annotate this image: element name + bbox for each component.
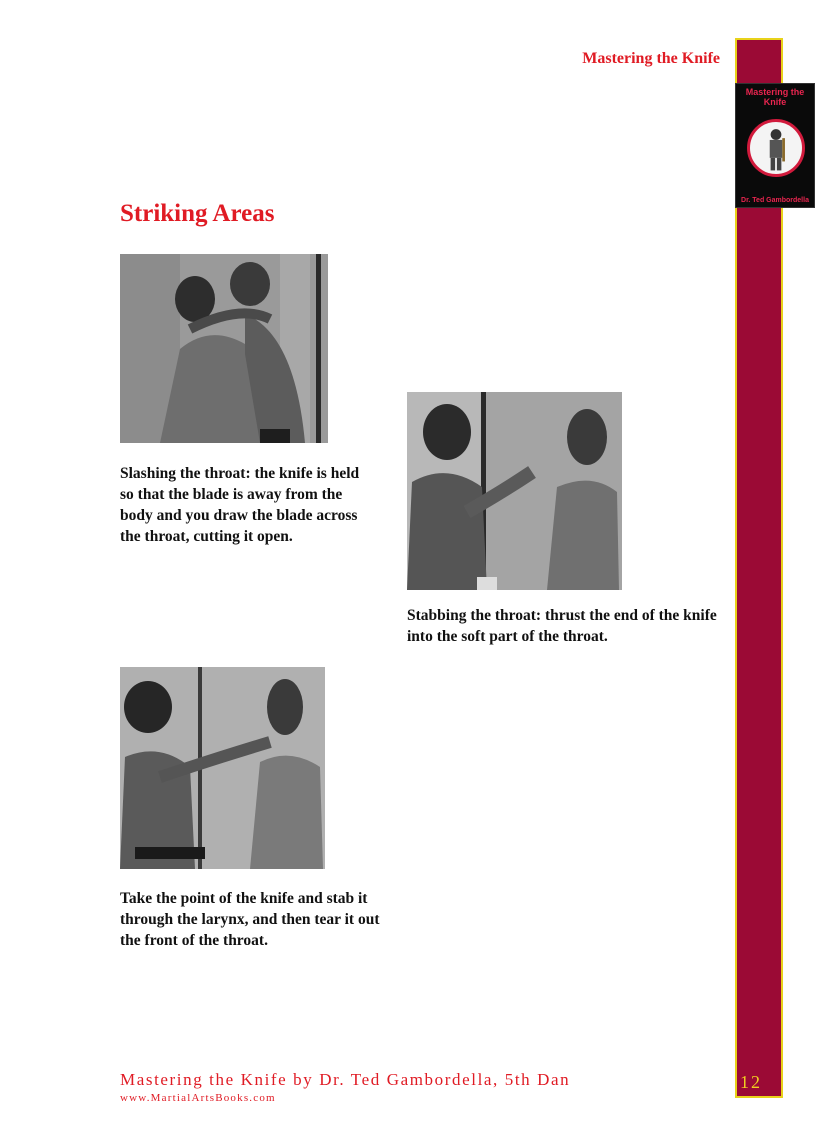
cover-author: Dr. Ted Gambordella xyxy=(741,197,809,204)
running-header: Mastering the Knife xyxy=(582,50,720,67)
photo-slashing-throat xyxy=(120,254,328,443)
cover-figure-emblem xyxy=(747,119,805,177)
figure-caption-2: Stabbing the throat: thrust the end of the knife into the soft part of the throat. xyxy=(407,607,717,645)
book-cover-thumbnail xyxy=(735,83,815,208)
figure-caption-1: Slashing the throat: the knife is held so that the blade is away from the body and you draw the blade across the throat, cutting it open. xyxy=(120,465,360,545)
footer-website-link[interactable]: www.MartialArtsBooks.com xyxy=(120,1092,276,1104)
section-heading: Striking Areas xyxy=(120,200,275,227)
figure-caption-3: Take the point of the knife and stab it through the larynx, and then tear it out the front of the throat. xyxy=(120,890,380,949)
photo-stabbing-larynx xyxy=(120,667,325,869)
page-number: 12 xyxy=(740,1072,762,1092)
footer-book-title: Mastering the Knife by Dr. Ted Gambordella, 5th Dan xyxy=(120,1070,571,1089)
photo-stabbing-throat xyxy=(407,392,622,590)
cover-title: Mastering the Knife xyxy=(745,87,805,107)
